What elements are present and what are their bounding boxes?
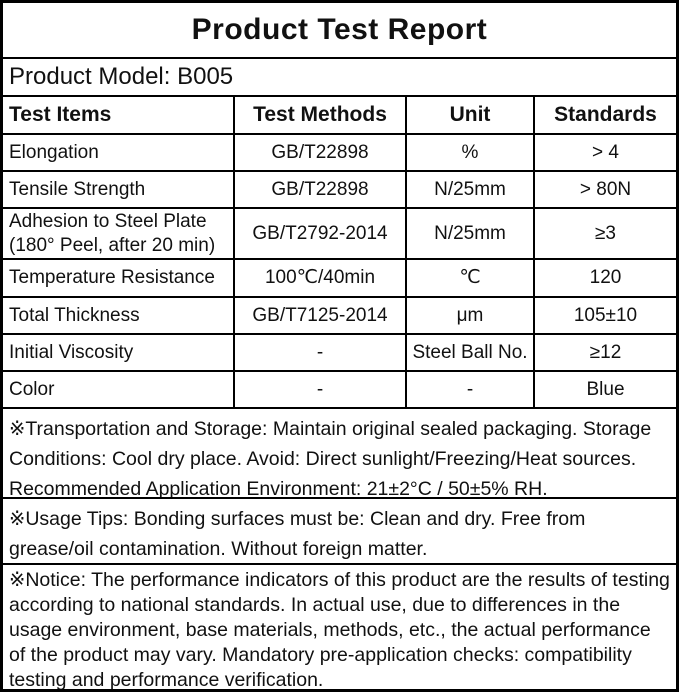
cell-unit: % bbox=[405, 135, 533, 170]
cell-method: 100℃/40min bbox=[233, 260, 405, 296]
cell-unit: - bbox=[405, 372, 533, 407]
cell-method: - bbox=[233, 335, 405, 370]
cell-standard: ≥12 bbox=[533, 335, 676, 370]
table-row bbox=[3, 296, 676, 333]
cell-unit: μm bbox=[405, 298, 533, 333]
cell-item: Total Thickness bbox=[9, 304, 140, 326]
cell-standard: Blue bbox=[533, 372, 676, 407]
cell-standard: 105±10 bbox=[533, 298, 676, 333]
page-title: Product Test Report bbox=[191, 13, 488, 46]
cell-unit: N/25mm bbox=[405, 209, 533, 258]
title-row bbox=[3, 3, 676, 57]
cell-method: GB/T2792-2014 bbox=[233, 209, 405, 258]
cell-standard: > 4 bbox=[533, 135, 676, 170]
cell-item: Tensile Strength bbox=[9, 178, 146, 200]
note-notice: ※Notice: The performance indicators of this product are the results of testing according to national standards. In actual use, due to differences in the usage environment, base materials, methods, etc., the actual performance of the product may vary. Mandatory pre-application checks: compatibility testing and performance verification. bbox=[3, 563, 676, 689]
cell-standard: ≥3 bbox=[533, 209, 676, 258]
note-usage-tips: ※Usage Tips: Bonding surfaces must be: Clean and dry. Free from grease/oil contamination. Without foreign matter. bbox=[3, 497, 676, 563]
table-row bbox=[3, 333, 676, 370]
table-header-row bbox=[3, 95, 676, 133]
cell-standard: 120 bbox=[533, 260, 676, 296]
cell-item: Temperature Resistance bbox=[9, 267, 215, 289]
table-row bbox=[3, 258, 676, 296]
cell-item: Adhesion to Steel Plate (180° Peel, after 20 min) bbox=[9, 210, 216, 256]
cell-standard: > 80N bbox=[533, 172, 676, 207]
cell-item: Color bbox=[9, 378, 55, 400]
cell-item: Elongation bbox=[9, 141, 99, 163]
table-row bbox=[3, 207, 676, 258]
header-unit: Unit bbox=[405, 97, 533, 133]
cell-item: Initial Viscosity bbox=[9, 341, 134, 363]
header-test-items: Test Items bbox=[9, 102, 112, 126]
cell-method: GB/T22898 bbox=[233, 172, 405, 207]
product-model: Product Model: B005 bbox=[9, 63, 234, 90]
cell-unit: Steel Ball No. bbox=[405, 335, 533, 370]
table-row bbox=[3, 370, 676, 407]
header-test-methods: Test Methods bbox=[233, 97, 405, 133]
table-row bbox=[3, 170, 676, 207]
cell-unit: ℃ bbox=[405, 260, 533, 296]
header-standards: Standards bbox=[533, 97, 676, 133]
cell-method: GB/T22898 bbox=[233, 135, 405, 170]
cell-method: GB/T7125-2014 bbox=[233, 298, 405, 333]
table-row bbox=[3, 133, 676, 170]
cell-unit: N/25mm bbox=[405, 172, 533, 207]
product-model-row bbox=[3, 57, 676, 95]
note-transportation-storage: ※Transportation and Storage: Maintain original sealed packaging. Storage Conditions: Cool dry place. Avoid: Direct sunlight/Freezing/Heat sources. Recommended Application Environment: 21±2°C / 50±5% RH. bbox=[3, 407, 676, 497]
cell-method: - bbox=[233, 372, 405, 407]
